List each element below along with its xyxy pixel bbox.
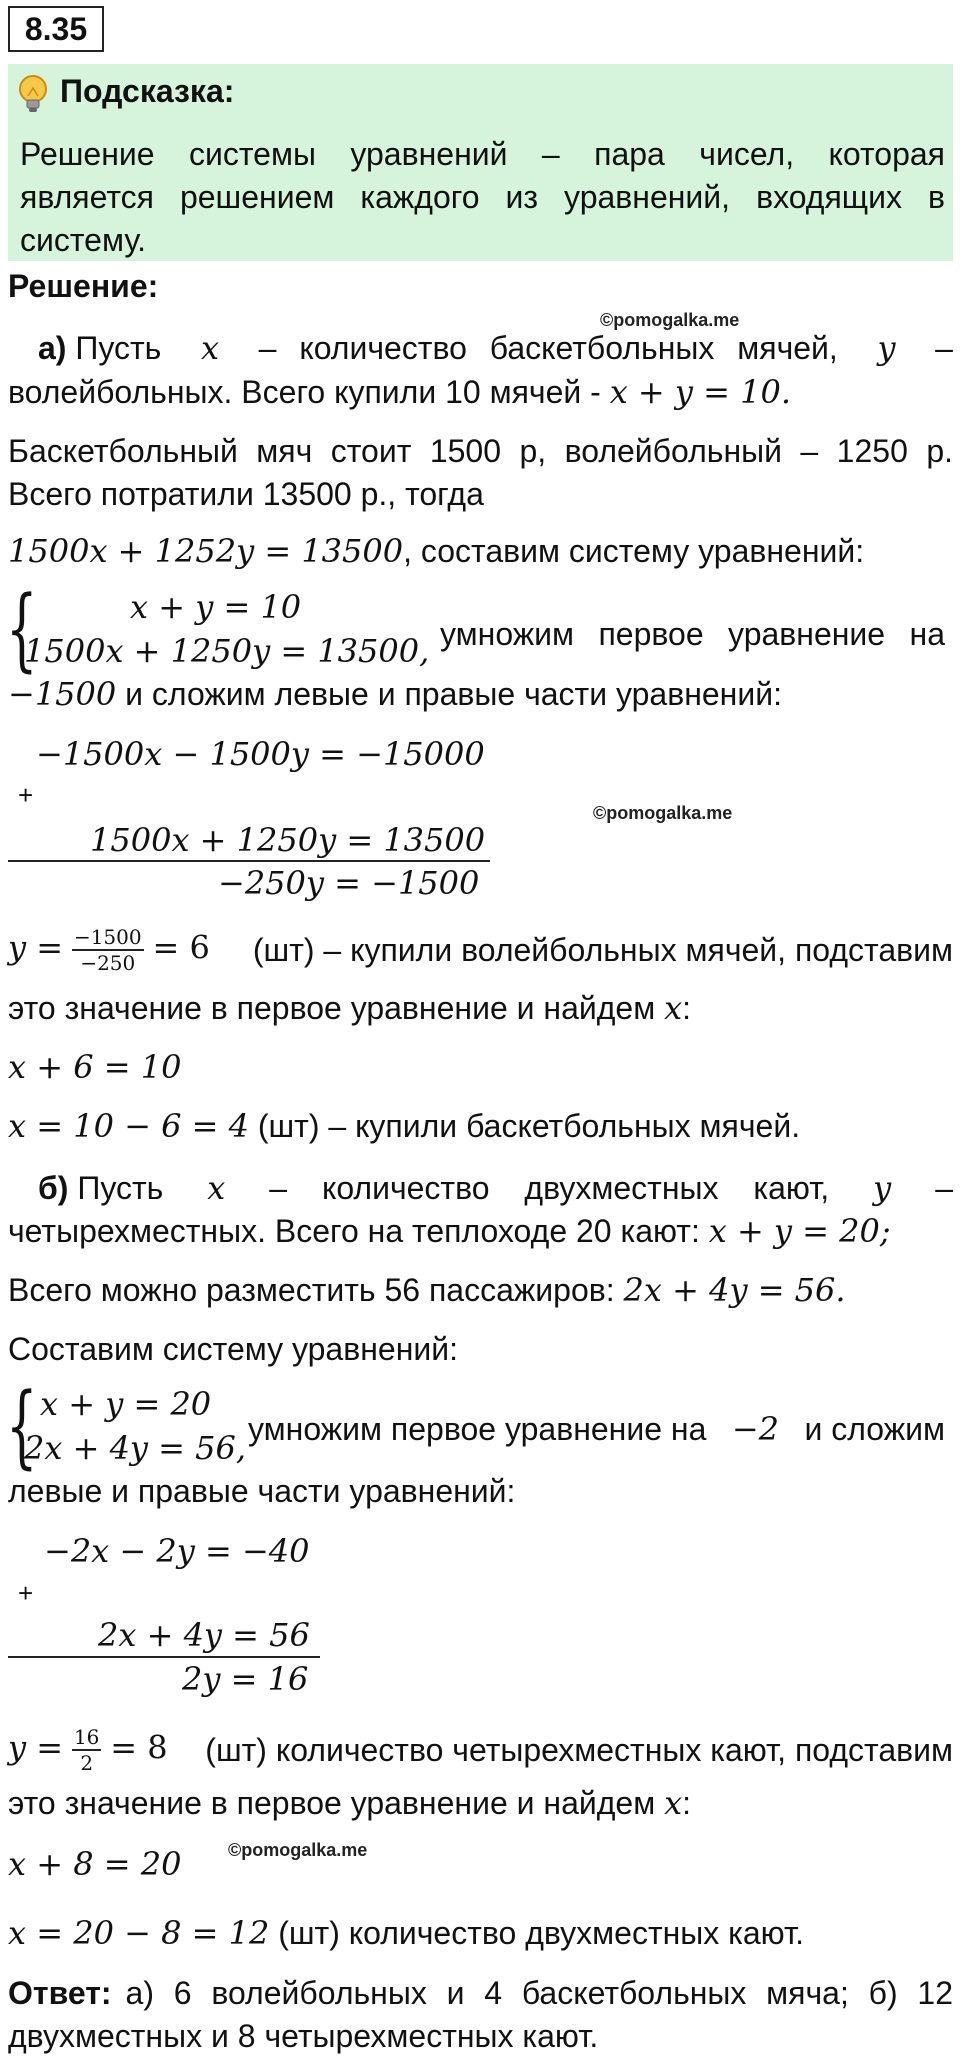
part-a-sub-2 (8, 1105, 800, 1147)
system-b-eq1: x + y = 20 (40, 1385, 212, 1423)
solution-title: Решение: (8, 268, 159, 304)
hint-line-1: Решение системы уравнений – пара чисел, которая (20, 136, 945, 172)
addition-a-result: −250y = −1500 (218, 864, 480, 902)
part-a-y-line (8, 925, 953, 975)
text: умножим первое уравнение на (248, 1411, 707, 1447)
multiplier: −1500 (8, 675, 117, 713)
hint-line-3: систему. (20, 222, 147, 258)
var-x: x (200, 329, 219, 367)
colon: : (682, 1785, 692, 1821)
part-a-price-line-2: Всего потратили 13500 р., тогда (8, 476, 484, 512)
part-b-sub-2 (8, 1912, 804, 1954)
text: (шт) – купили баскетбольных мячей. (257, 1108, 801, 1144)
plus-sign: + (18, 1578, 34, 1608)
text: (шт) количество двухместных кают. (278, 1915, 804, 1951)
answer-line-1 (8, 1972, 953, 2014)
text: это значение в первое уравнение и найдем (8, 990, 656, 1026)
text: это значение в первое уравнение и найдем (8, 1785, 656, 1821)
text: (шт) – купили волейбольных мячей, подставим (252, 932, 953, 968)
part-a-money-line (8, 530, 864, 572)
text: , составим систему уравнений: (403, 533, 865, 569)
y-equals: y = (8, 928, 64, 967)
system-a-eq1: x + y = 10 (130, 588, 302, 626)
var-x: x (207, 1169, 226, 1207)
part-a-sub-1: x + 6 = 10 (8, 1048, 182, 1086)
part-b-compose: Составим систему уравнений: (8, 1331, 458, 1367)
part-b-sub-1: x + 8 = 20 (8, 1845, 182, 1883)
text: Пусть (75, 330, 162, 366)
comma: , (235, 1429, 247, 1467)
denominator: −250 (80, 951, 136, 975)
text: и сложим (804, 1411, 945, 1447)
text: волейбольных. Всего купили 10 мячей - (8, 374, 601, 410)
fraction (72, 1725, 101, 1775)
watermark: ©pomogalka.me (600, 310, 740, 330)
text: и сложим левые и правые части уравнений: (125, 676, 782, 712)
system-b-eq2 (24, 1427, 246, 1469)
colon: : (682, 990, 692, 1026)
part-a-price-line-1: Баскетбольный мяч стоит 1500 р, волейбольный – 1250 р. (8, 433, 953, 469)
answer-label: Ответ: (8, 1975, 112, 2011)
addition-b-row-1: −2x − 2y = −40 (44, 1532, 310, 1570)
part-a-find-x (8, 987, 691, 1029)
equation: x = 20 − 8 = 12 (8, 1914, 270, 1952)
addition-b-result: 2y = 16 (182, 1660, 309, 1698)
equation: x = 10 − 6 = 4 (8, 1107, 249, 1145)
var-y: y (873, 1169, 892, 1207)
fraction (72, 925, 144, 975)
text: – количество баскетбольных мячей, (258, 330, 838, 366)
equation-total: x + y = 10. (609, 373, 792, 411)
equation-passengers: 2x + 4y = 56. (623, 1271, 846, 1309)
y-equals: y = (8, 1728, 64, 1767)
system-brace: { (6, 577, 38, 682)
system-b-comment (248, 1408, 945, 1450)
part-a-label: а) (38, 330, 67, 366)
text: 2x + 4y = 56 (24, 1429, 236, 1467)
denominator: 2 (80, 1751, 94, 1775)
addition-a-row-1: −1500x − 1500y = −15000 (36, 735, 485, 773)
system-b-comment-2: левые и правые части уравнений: (8, 1473, 516, 1509)
part-b-find-x (8, 1782, 691, 1824)
addition-b-row-2: 2x + 4y = 56 (98, 1616, 310, 1654)
answer-line-2: двухместных и 8 четырехместных кают. (8, 2018, 599, 2054)
text: Всего можно разместить 56 пассажиров: (8, 1272, 615, 1308)
dash: – (935, 1170, 953, 1206)
part-b-label: б) (38, 1170, 69, 1206)
equation-money: 1500x + 1252y = 13500 (8, 532, 404, 570)
text: 1500x + 1250y = 13500 (24, 632, 420, 670)
watermark: ©pomogalka.me (228, 1840, 368, 1860)
y-value: = 8 (110, 1728, 168, 1767)
y-value: = 6 (152, 928, 210, 967)
system-brace: { (6, 1374, 38, 1479)
text: а) 6 волейбольных и 4 баскетбольных мяча; б) 12 (125, 1975, 953, 2011)
text: четырехместных. Всего на теплоходе 20 кают: (8, 1213, 700, 1249)
numerator: −1500 (73, 925, 142, 949)
watermark: ©pomogalka.me (593, 803, 733, 823)
hint-line-2: является решением каждого из уравнений, входящих в (20, 179, 945, 215)
dash: – (935, 330, 953, 366)
addition-a-row-2: 1500x + 1250y = 13500 (90, 821, 486, 859)
part-a-line-2 (8, 371, 791, 413)
part-b-y-line (8, 1725, 953, 1775)
system-a-eq2 (24, 630, 429, 672)
var-x: x (664, 1784, 683, 1822)
part-b-passengers (8, 1269, 846, 1311)
part-a-line-1 (38, 327, 953, 369)
multiplier: −2 (731, 1410, 780, 1448)
system-a-comment: умножим первое уравнение на (440, 616, 945, 652)
part-b-line-1 (38, 1167, 953, 1209)
text: (шт) количество четырехместных кают, подставим (205, 1732, 953, 1768)
text: – количество двухместных кают, (269, 1170, 830, 1206)
lightbulb-icon (16, 74, 50, 114)
plus-sign: + (18, 780, 34, 810)
part-b-line-2 (8, 1210, 891, 1252)
var-x: x (664, 989, 683, 1027)
numerator: 16 (73, 1725, 100, 1749)
system-a-comment-2 (8, 673, 782, 715)
comma: , (419, 632, 430, 670)
var-y: y (877, 329, 896, 367)
equation-total: x + y = 20; (708, 1212, 891, 1250)
hint-title: Подсказка: (60, 73, 235, 109)
problem-number: 8.35 (8, 6, 104, 52)
text: Пусть (77, 1170, 164, 1206)
